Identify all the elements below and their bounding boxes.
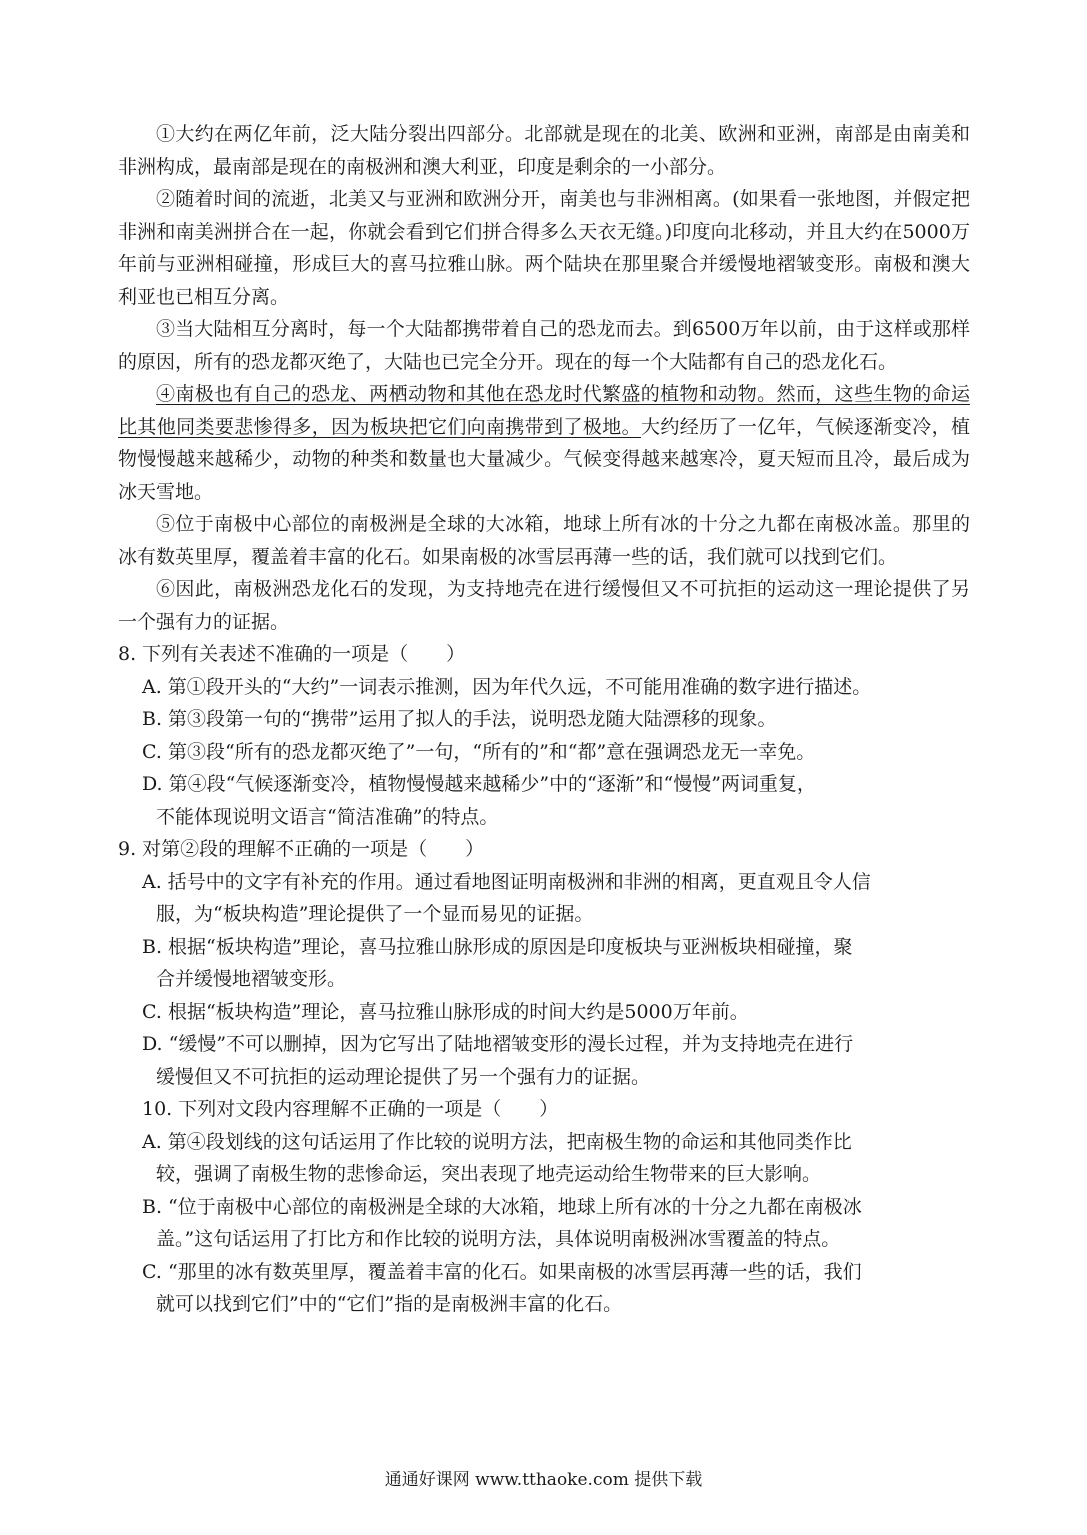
paragraph-5: ⑤位于南极中心部位的南极洲是全球的大冰箱，地球上所有冰的十分之九都在南极冰盖。那里的冰有数英里厚，覆盖着丰富的化石。如果南极的冰雪层再薄一些的话，我们就可以找到它们。 xyxy=(118,513,970,568)
question-8-option-c: C. 第③段“所有的恐龙都灭绝了”一句，“所有的”和“都”意在强调恐龙无一幸免。 xyxy=(142,740,816,763)
question-10-option-c: C. “那里的冰有数英里厚，覆盖着丰富的化石。如果南极的冰雪层再薄一些的话，我们 xyxy=(142,1260,862,1283)
paragraph-1: ①大约在两亿年前，泛大陆分裂出四部分。北部就是现在的北美、欧洲和亚洲，南部是由南美和非洲构成，最南部是现在的南极洲和澳大利亚，印度是剩余的一小部分。 xyxy=(118,123,970,178)
question-8-option-a: A. 第①段开头的“大约”一词表示推测，因为年代久远，不可能用准确的数字进行描述。 xyxy=(142,675,872,698)
question-10-option-b-cont: 盖。”这句话运用了打比方和作比较的说明方法，具体说明南极洲冰雪覆盖的特点。 xyxy=(156,1228,841,1250)
question-10-option-c-cont: 就可以找到它们”中的“它们”指的是南极洲丰富的化石。 xyxy=(156,1293,623,1315)
question-9-option-b: B. 根据“板块构造”理论，喜马拉雅山脉形成的原因是印度板块与亚洲板块相碰撞，聚 xyxy=(142,935,853,958)
question-8-option-d: D. 第④段“气候逐渐变冷，植物慢慢越来越稀少”中的“逐渐”和“慢慢”两词重复， xyxy=(142,773,816,795)
question-9-option-a-cont: 服，为“板块构造”理论提供了一个显而易见的证据。 xyxy=(156,903,594,925)
question-10-option-a: A. 第④段划线的这句话运用了作比较的说明方法，把南极生物的命运和其他同类作比 xyxy=(142,1130,852,1153)
question-9-option-d: D. “缓慢”不可以删掉，因为它写出了陆地褶皱变形的漫长过程，并为支持地壳在进行 xyxy=(142,1033,854,1055)
paragraph-2: ②随着时间的流逝，北美又与亚洲和欧洲分开，南美也与非洲相离。(如果看一张地图，并假定把非洲和南美洲拼合在一起，你就会看到它们拼合得多么天衣无缝。)印度向北移动，并且大约在5000万年前与亚洲相碰撞，形成巨大的喜马拉雅山脉。两个陆块在那里聚合并缓慢地褶皱变形。南极和澳大利亚也已相互分离。 xyxy=(118,188,970,308)
question-8-stem: 8. 下列有关表述不准确的一项是（ ） xyxy=(118,643,466,665)
question-9-option-c: C. 根据“板块构造”理论，喜马拉雅山脉形成的时间大约是5000万年前。 xyxy=(142,1000,749,1023)
question-9-option-a: A. 括号中的文字有补充的作用。通过看地图证明南极洲和非洲的相离，更直观且令人信 xyxy=(142,870,871,893)
question-8-option-b: B. 第③段第一句的“携带”运用了拟人的手法，说明恐龙随大陆漂移的现象。 xyxy=(142,708,777,730)
paragraph-4 xyxy=(118,378,970,508)
paragraph-6: ⑥因此，南极洲恐龙化石的发现，为支持地壳在进行缓慢但又不可抗拒的运动这一理论提供了另一个强有力的证据。 xyxy=(118,578,970,633)
question-9-option-b-cont: 合并缓慢地褶皱变形。 xyxy=(156,968,347,990)
question-9-option-d-cont: 缓慢但又不可抗拒的运动理论提供了另一个强有力的证据。 xyxy=(156,1065,651,1088)
underlined-sentence: ④南极也有自己的恐龙、两栖动物和其他在恐龙时代繁盛的植物和动物。然而，这些生物的命运比其他同类要悲惨得多，因为板块把它们向南携带到了极地。 xyxy=(118,383,970,438)
page-footer: 通通好课网 www.tthaoke.com 提供下载 xyxy=(384,1470,703,1490)
question-8-option-d-cont: 不能体现说明文语言“简洁准确”的特点。 xyxy=(156,805,499,828)
question-10-option-b: B. “位于南极中心部位的南极洲是全球的大冰箱，地球上所有冰的十分之九都在南极冰 xyxy=(142,1195,862,1218)
question-10-stem: 10. 下列对文段内容理解不正确的一项是（ ） xyxy=(142,1098,559,1120)
question-9-stem: 9. 对第②段的理解不正确的一项是（ ） xyxy=(118,838,485,860)
paragraph-4-rest: 大约经历了一亿年，气候逐渐变冷，植物慢慢越来越稀少，动物的种类和数量也大量减少。气候变得越来越寒冷，夏天短而且冷，最后成为冰天雪地。 xyxy=(118,415,970,503)
document-body xyxy=(118,118,970,1321)
paragraph-3: ③当大陆相互分离时，每一个大陆都携带着自己的恐龙而去。到6500万年以前，由于这样或那样的原因，所有的恐龙都灭绝了，大陆也已完全分开。现在的每一个大陆都有自己的恐龙化石。 xyxy=(118,318,970,373)
question-10-option-a-cont: 较，强调了南极生物的悲惨命运，突出表现了地壳运动给生物带来的巨大影响。 xyxy=(156,1163,822,1185)
